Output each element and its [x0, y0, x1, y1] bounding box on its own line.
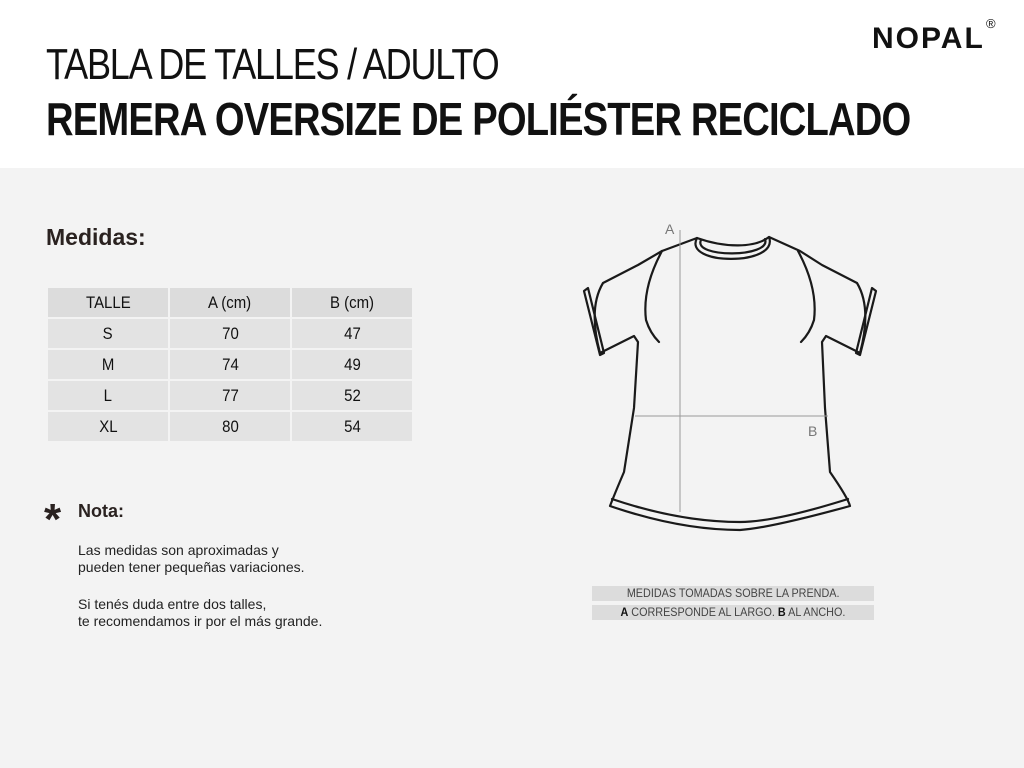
caption-measure-note: MEDIDAS TOMADAS SOBRE LA PRENDA. — [592, 586, 874, 601]
medidas-title: Medidas: — [46, 224, 146, 250]
nota-line: Las medidas son aproximadas y — [78, 542, 279, 558]
table-cell: 54 — [292, 412, 412, 441]
table-cell: 52 — [292, 381, 412, 410]
hem — [612, 499, 848, 522]
table-cell: S — [48, 319, 168, 348]
table-cell: M — [48, 350, 168, 379]
nota-paragraph-approx — [78, 542, 398, 576]
column-header: B (cm) — [292, 288, 412, 317]
nota-line: te recomendamos ir por el más grande. — [78, 613, 323, 629]
table-cell: L — [48, 381, 168, 410]
table-cell: XL — [48, 412, 168, 441]
asterisk-icon: * — [44, 495, 62, 544]
table-row — [48, 319, 412, 348]
nota-title: Nota: — [78, 501, 124, 521]
caption-measure-legend: A CORRESPONDE AL LARGO. B AL ANCHO. — [592, 605, 874, 620]
table-cell: 70 — [170, 319, 290, 348]
tshirt-outline — [595, 237, 866, 530]
nota-line: pueden tener pequeñas variaciones. — [78, 559, 305, 575]
title-size-chart: TABLA DE TALLES / ADULTO — [46, 40, 499, 89]
table-row — [48, 350, 412, 379]
header — [0, 0, 1024, 168]
column-header: A (cm) — [170, 288, 290, 317]
label-b: B — [808, 423, 818, 439]
nota-paragraph-advice — [78, 596, 398, 630]
nota-line: Si tenés duda entre dos talles, — [78, 596, 267, 612]
column-header: TALLE — [48, 288, 168, 317]
brand-logo: NOPAL — [872, 22, 985, 55]
table-cell: 74 — [170, 350, 290, 379]
main-content — [0, 168, 1024, 768]
table-cell: 47 — [292, 319, 412, 348]
title-product-name: REMERA OVERSIZE DE POLIÉSTER RECICLADO — [46, 93, 911, 145]
table-row — [48, 412, 412, 441]
table-cell: 49 — [292, 350, 412, 379]
size-table — [46, 286, 414, 443]
right-sleeve-seam — [798, 251, 815, 342]
table-row — [48, 381, 412, 410]
registered-mark: ® — [986, 16, 996, 31]
label-a: A — [665, 221, 675, 237]
table-header-row — [48, 288, 412, 317]
table-cell: 80 — [170, 412, 290, 441]
tshirt-diagram — [560, 208, 900, 548]
table-cell: 77 — [170, 381, 290, 410]
left-sleeve-seam — [645, 251, 662, 342]
